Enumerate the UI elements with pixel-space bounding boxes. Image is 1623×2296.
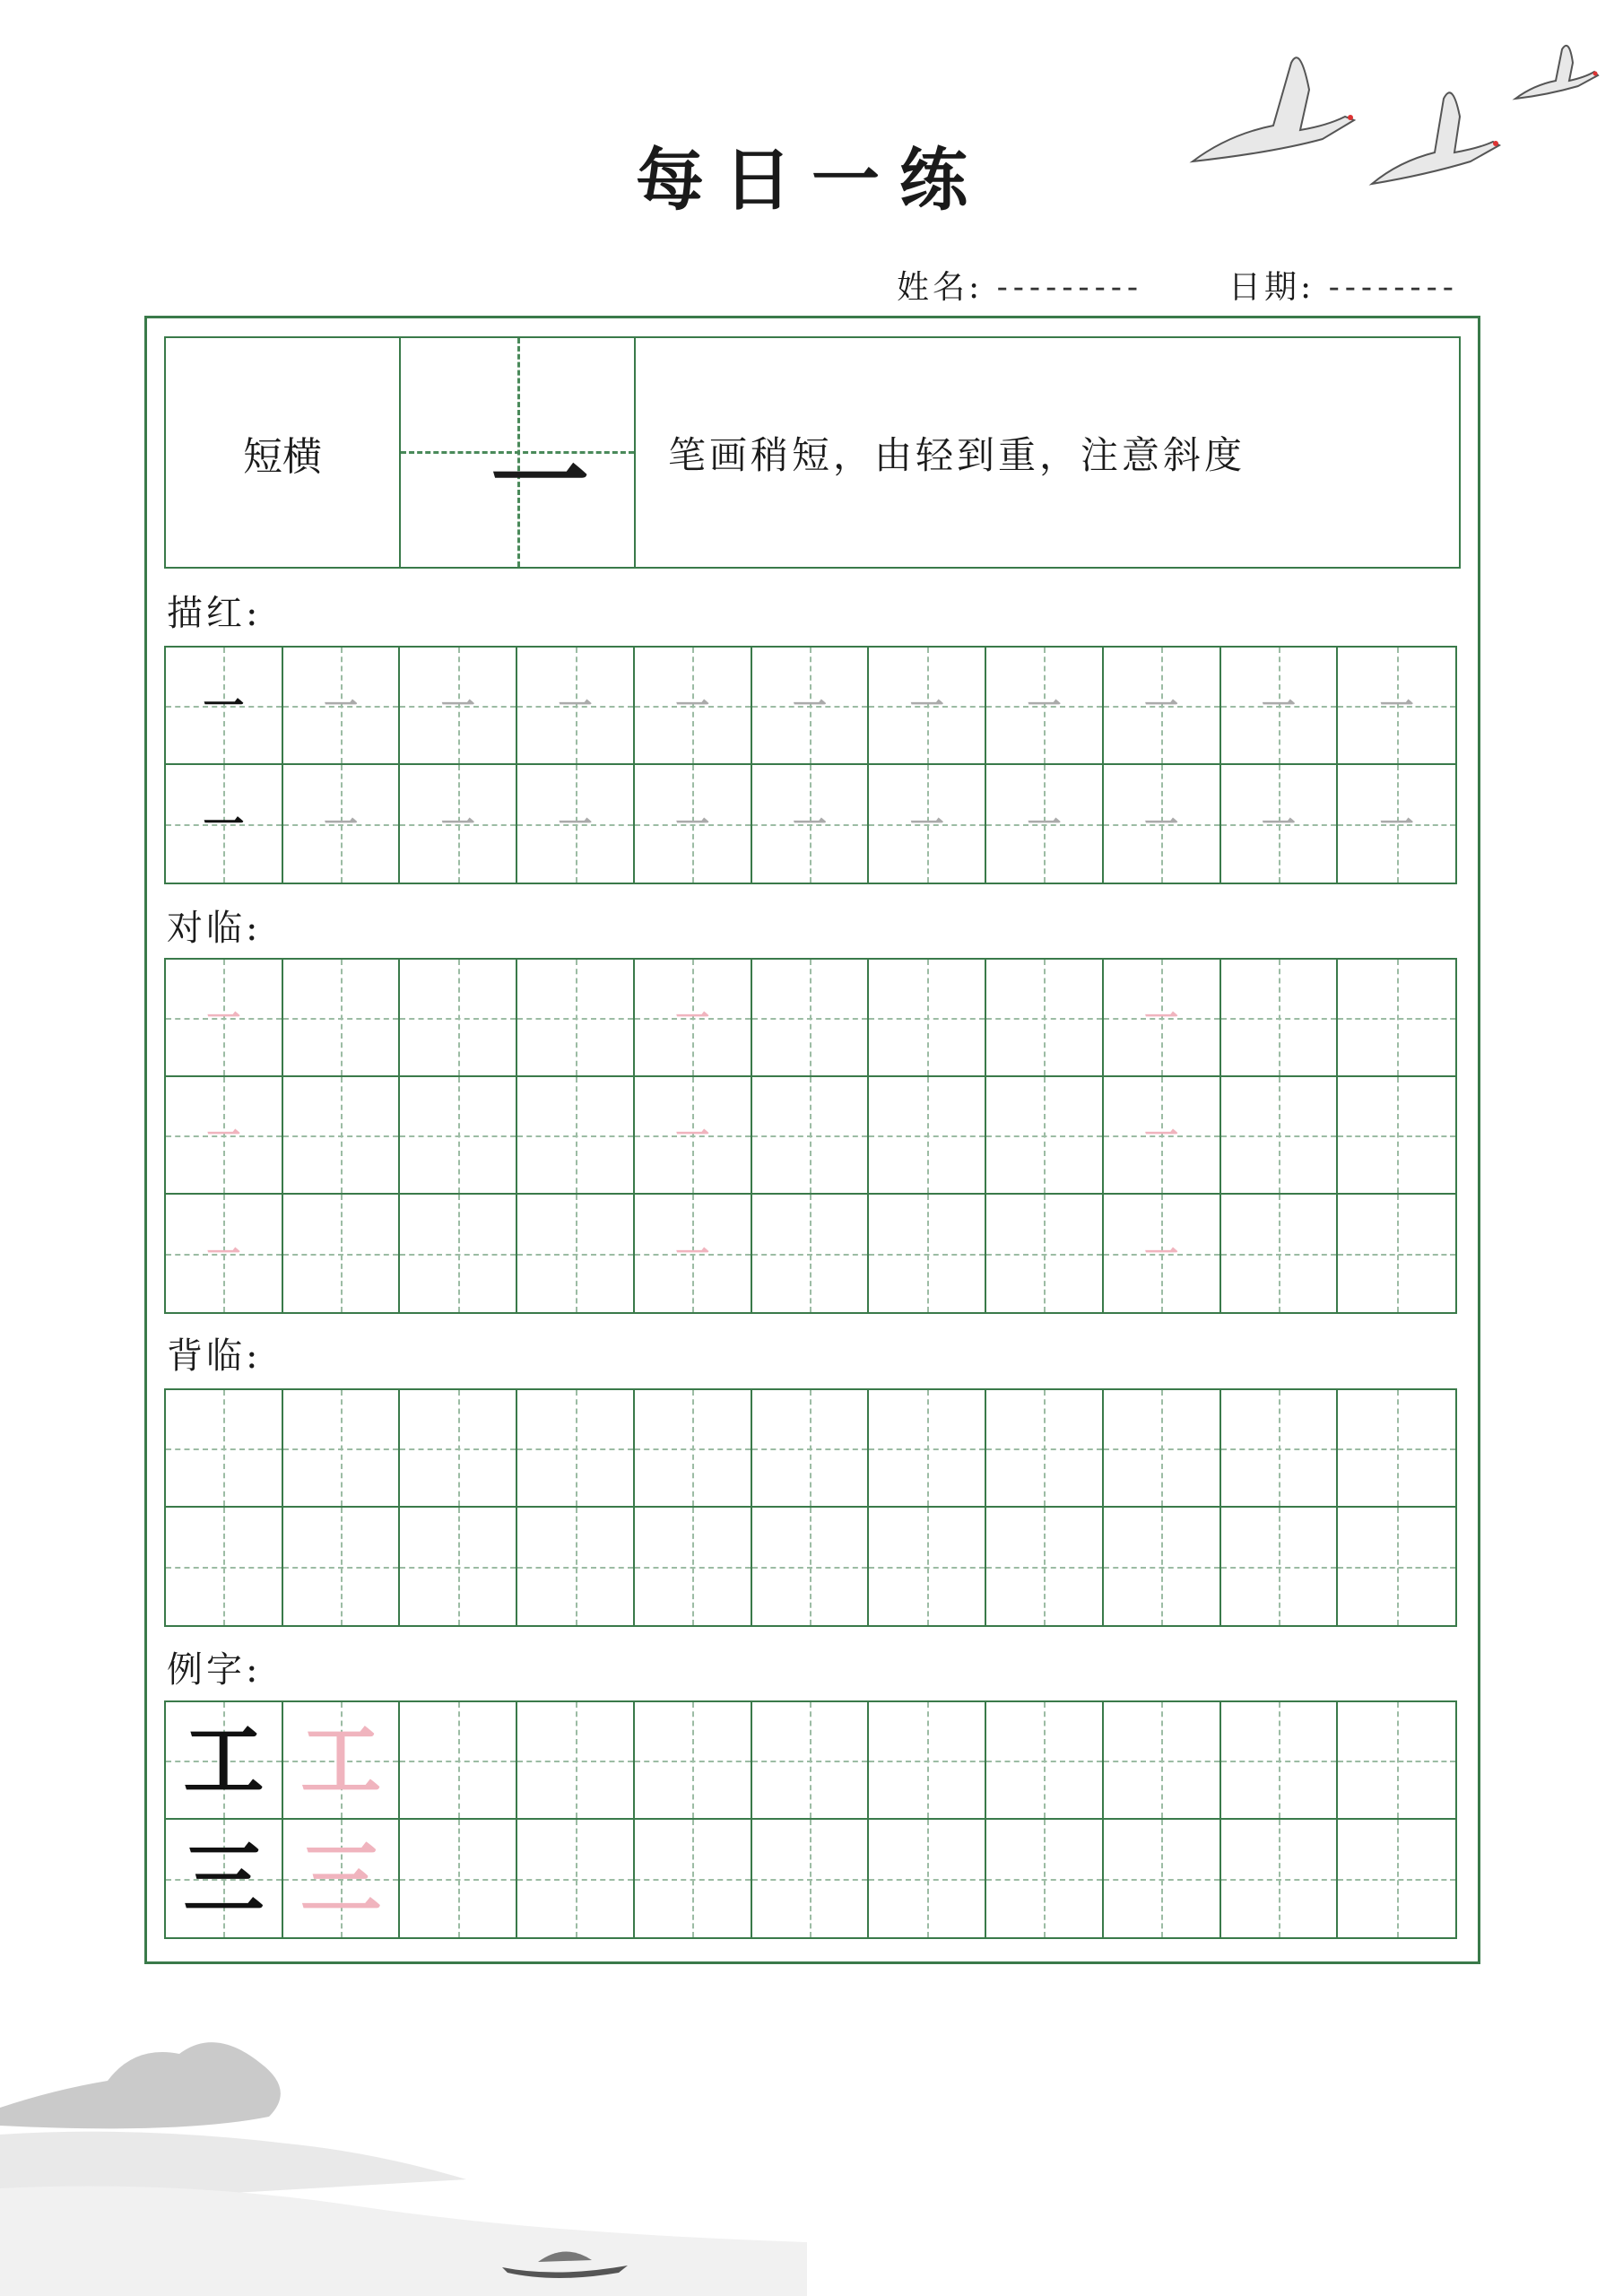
stroke-sample-cell [401,338,636,567]
examples-glyph: 三 [183,1831,265,1926]
copy-cell[interactable] [517,1077,635,1195]
examples-grid [164,1700,1457,1939]
memory-cell[interactable] [166,1508,283,1625]
copy-cell[interactable] [1104,1195,1221,1312]
copy-cell[interactable] [283,1195,401,1312]
copy-glyph: 一 [1144,997,1179,1038]
trace-glyph: 一 [1027,685,1062,726]
trace-glyph: 一 [324,685,359,726]
examples-cell[interactable] [166,1820,283,1937]
examples-cell[interactable] [283,1702,401,1820]
trace-cell[interactable] [400,648,517,765]
memory-cell[interactable] [517,1390,635,1508]
examples-cell[interactable] [635,1702,752,1820]
examples-cell[interactable] [869,1702,986,1820]
trace-glyph: 一 [324,804,359,844]
examples-cell[interactable] [869,1820,986,1937]
copy-cell[interactable] [1221,1195,1339,1312]
copy-cell[interactable] [166,960,283,1077]
crane-illustration [1175,27,1605,197]
trace-cell[interactable] [283,648,401,765]
copy-cell[interactable] [517,960,635,1077]
examples-cell[interactable] [752,1820,870,1937]
copy-glyph: 一 [675,1115,710,1155]
examples-cell[interactable] [986,1820,1104,1937]
trace-cell[interactable] [869,765,986,883]
copy-cell[interactable] [869,960,986,1077]
memory-cell[interactable] [517,1508,635,1625]
trace-glyph: 一 [440,804,475,844]
memory-cell[interactable] [635,1508,752,1625]
trace-grid [164,646,1457,884]
trace-cell[interactable] [869,648,986,765]
copy-glyph: 一 [206,997,241,1038]
examples-cell[interactable] [635,1820,752,1937]
examples-cell[interactable] [400,1702,517,1820]
copy-glyph: 一 [206,1233,241,1274]
copy-grid [164,958,1457,1314]
trace-glyph: 一 [675,685,710,726]
examples-cell[interactable] [752,1702,870,1820]
trace-cell[interactable] [517,648,635,765]
trace-glyph: 一 [1379,685,1414,726]
memory-cell[interactable] [283,1390,401,1508]
trace-glyph: 一 [792,685,827,726]
examples-cell[interactable] [1221,1702,1339,1820]
copy-cell[interactable] [752,960,870,1077]
copy-cell[interactable] [869,1077,986,1195]
ink-landscape-illustration [0,1973,807,2296]
examples-cell[interactable] [1338,1702,1455,1820]
memory-cell[interactable] [283,1508,401,1625]
memory-cell[interactable] [1104,1390,1221,1508]
copy-cell[interactable] [166,1077,283,1195]
copy-cell[interactable] [1104,960,1221,1077]
copy-cell[interactable] [635,960,752,1077]
date-label: 日期: [1228,269,1315,306]
trace-cell[interactable] [986,765,1104,883]
trace-cell[interactable] [1338,765,1455,883]
date-field[interactable] [1228,262,1459,308]
trace-glyph: 一 [1379,804,1414,844]
memory-cell[interactable] [1338,1390,1455,1508]
trace-label: 描红: [167,593,262,634]
trace-cell[interactable] [1104,648,1221,765]
name-label: 姓名: [897,269,984,306]
stroke-description: 笔画稍短，由轻到重，注意斜度 [668,432,1246,477]
copy-glyph: 一 [675,1233,710,1274]
copy-cell[interactable] [752,1077,870,1195]
copy-cell[interactable] [986,960,1104,1077]
copy-cell[interactable] [1221,960,1339,1077]
trace-cell[interactable] [1338,648,1455,765]
memory-cell[interactable] [869,1508,986,1625]
examples-cell[interactable] [283,1820,401,1937]
trace-glyph: 一 [1261,685,1296,726]
trace-glyph: 一 [909,685,944,726]
trace-cell[interactable] [400,765,517,883]
examples-glyph: 工 [300,1712,382,1808]
memory-cell[interactable] [1104,1508,1221,1625]
examples-label: 例字: [167,1649,262,1691]
trace-cell[interactable] [986,648,1104,765]
trace-cell[interactable] [1221,648,1339,765]
memory-cell[interactable] [400,1508,517,1625]
trace-glyph: 一 [1261,804,1296,844]
stroke-header [164,336,1461,569]
stroke-sample-glyph: 一 [490,424,589,539]
memory-cell[interactable] [752,1508,870,1625]
trace-glyph: 一 [1144,685,1179,726]
copy-cell[interactable] [1221,1077,1339,1195]
examples-cell[interactable] [1221,1820,1339,1937]
trace-cell[interactable] [517,765,635,883]
trace-cell[interactable] [1221,765,1339,883]
copy-cell[interactable] [869,1195,986,1312]
copy-cell[interactable] [400,960,517,1077]
trace-cell[interactable] [635,765,752,883]
trace-cell[interactable] [752,765,870,883]
copy-cell[interactable] [283,960,401,1077]
copy-glyph: 一 [1144,1115,1179,1155]
copy-cell[interactable] [1104,1077,1221,1195]
trace-cell[interactable] [1104,765,1221,883]
copy-cell[interactable] [986,1195,1104,1312]
trace-glyph: 一 [558,685,593,726]
trace-cell[interactable] [752,648,870,765]
trace-cell[interactable] [166,765,283,883]
date-blank: -------- [1328,269,1459,306]
trace-glyph: 一 [675,804,710,844]
examples-cell[interactable] [986,1702,1104,1820]
trace-glyph: 一 [440,685,475,726]
trace-glyph: 一 [909,804,944,844]
memory-cell[interactable] [986,1390,1104,1508]
examples-cell[interactable] [1104,1702,1221,1820]
copy-cell[interactable] [517,1195,635,1312]
trace-cell[interactable] [166,648,283,765]
copy-cell[interactable] [752,1195,870,1312]
copy-cell[interactable] [1338,1195,1455,1312]
copy-glyph: 一 [1144,1233,1179,1274]
trace-glyph: 一 [792,804,827,844]
memory-cell[interactable] [166,1390,283,1508]
trace-glyph: 一 [203,681,245,730]
copy-cell[interactable] [1338,960,1455,1077]
trace-cell[interactable] [635,648,752,765]
examples-cell[interactable] [166,1702,283,1820]
copy-cell[interactable] [400,1077,517,1195]
memory-cell[interactable] [1221,1508,1339,1625]
examples-cell[interactable] [400,1820,517,1937]
stroke-name: 短横 [166,338,401,567]
memory-cell[interactable] [869,1390,986,1508]
trace-glyph: 一 [203,799,245,848]
examples-glyph: 工 [183,1712,265,1808]
trace-glyph: 一 [1027,804,1062,844]
copy-cell[interactable] [166,1195,283,1312]
examples-glyph: 三 [300,1831,382,1926]
copy-cell[interactable] [283,1077,401,1195]
memory-cell[interactable] [1338,1508,1455,1625]
memory-cell[interactable] [986,1508,1104,1625]
examples-cell[interactable] [517,1702,635,1820]
memory-label: 背临: [167,1335,262,1377]
memory-grid [164,1388,1457,1627]
name-field[interactable] [897,262,1143,308]
trace-cell[interactable] [283,765,401,883]
examples-cell[interactable] [1338,1820,1455,1937]
memory-cell[interactable] [400,1390,517,1508]
memory-cell[interactable] [1221,1390,1339,1508]
name-blank: --------- [996,269,1144,306]
copy-glyph: 一 [206,1115,241,1155]
examples-cell[interactable] [1104,1820,1221,1937]
copy-label: 对临: [167,908,262,949]
memory-cell[interactable] [752,1390,870,1508]
copy-cell[interactable] [986,1077,1104,1195]
trace-glyph: 一 [558,804,593,844]
memory-cell[interactable] [635,1390,752,1508]
copy-cell[interactable] [635,1195,752,1312]
copy-cell[interactable] [400,1195,517,1312]
copy-cell[interactable] [635,1077,752,1195]
examples-cell[interactable] [517,1820,635,1937]
page-title: 每日一练 [636,140,987,220]
copy-cell[interactable] [1338,1077,1455,1195]
copy-glyph: 一 [675,997,710,1038]
trace-glyph: 一 [1144,804,1179,844]
